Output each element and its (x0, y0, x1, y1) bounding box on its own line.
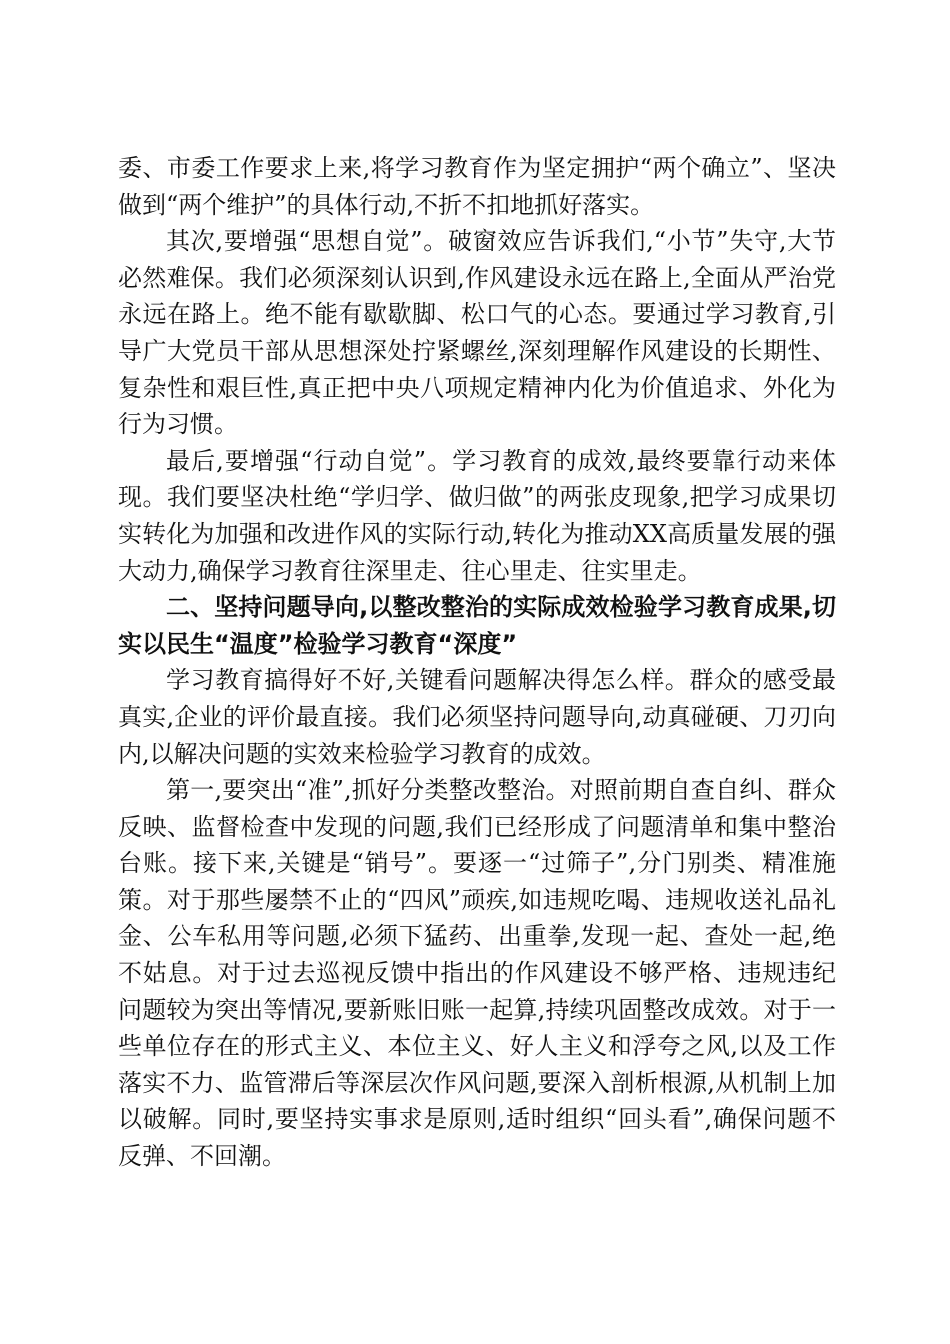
paragraph-continuation: 委、市委工作要求上来,将学习教育作为坚定拥护“两个确立”、坚决做到“两个维护”的具体行动,不折不扣地抓好落实。 (118, 154, 836, 219)
paragraph-thought-awareness: 其次,要增强“思想自觉”。破窗效应告诉我们,“小节”失守,大节必然难保。我们必须深刻认识到,作风建设永远在路上,全面从严治党永远在路上。绝不能有歇歇脚、松口气的心态。要通过学习教育,引导广大党员干部从思想深处拧紧螺丝,深刻理解作风建设的长期性、复杂性和艰巨性,真正把中央八项规定精神内化为价值追求、外化为行为习惯。 (118, 227, 836, 439)
section-heading-2: 二、坚持问题导向,以整改整治的实际成效检验学习教育成果,切实以民生“温度”检验学习教育“深度” (118, 593, 836, 658)
paragraph-first-accuracy: 第一,要突出“准”,抓好分类整改整治。对照前期自查自纠、群众反映、监督检查中发现的问题,我们已经形成了问题清单和集中整治台账。接下来,关键是“销号”。要逐一“过筛子”,分门别类、精准施策。对于那些屡禁不止的“四风”顽疾,如违规吃喝、违规收送礼品礼金、公车私用等问题,必须下猛药、出重拳,发现一起、查处一起,绝不姑息。对于过去巡视反馈中指出的作风建设不够严格、违规违纪问题较为突出等情况,要新账旧账一起算,持续巩固整改成效。对于一些单位存在的形式主义、本位主义、好人主义和浮夸之风,以及工作落实不力、监管滞后等深层次作风问题,要深入剖析根源,从机制上加以破解。同时,要坚持实事求是原则,适时组织“回头看”,确保问题不反弹、不回潮。 (118, 776, 836, 1171)
paragraph-problem-orientation: 学习教育搞得好不好,关键看问题解决得怎么样。群众的感受最真实,企业的评价最直接。我们必须坚持问题导向,动真碰硬、刀刃向内,以解决问题的实效来检验学习教育的成效。 (118, 666, 836, 768)
document-body (118, 150, 836, 1175)
paragraph-action-awareness: 最后,要增强“行动自觉”。学习教育的成效,最终要靠行动来体现。我们要坚决杜绝“学归学、做归做”的两张皮现象,把学习成果切实转化为加强和改进作风的实际行动,转化为推动XX高质量发展的强大动力,确保学习教育往深里走、往心里走、往实里走。 (118, 446, 836, 585)
